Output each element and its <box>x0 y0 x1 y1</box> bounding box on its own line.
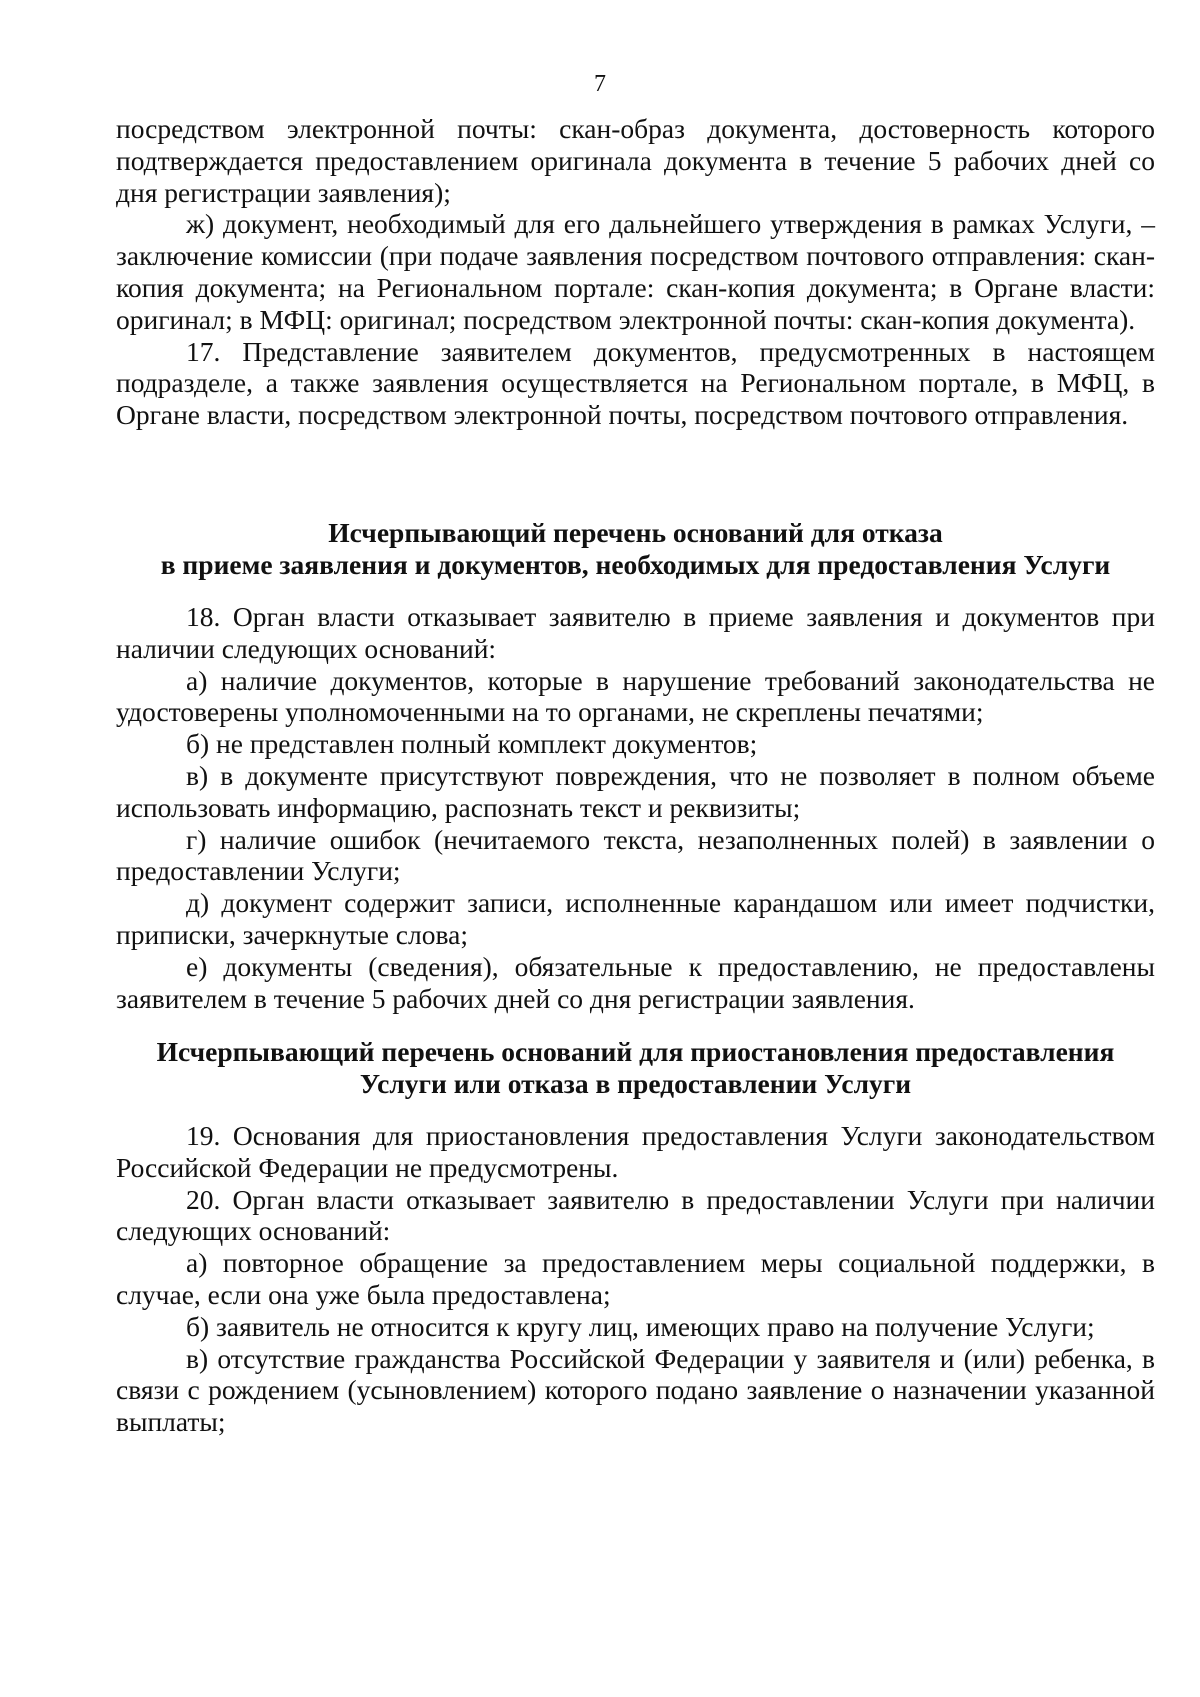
heading-line: Исчерпывающий перечень оснований для отказа <box>328 517 943 548</box>
paragraph-item-a: а) наличие документов, которые в нарушение требований законодательства не удостоверены уполномоченными на то органами, не скреплены печатями; <box>116 664 1155 728</box>
section-documents-submission <box>116 113 1155 431</box>
section-suspension-grounds <box>116 1120 1155 1438</box>
paragraph-item-zh: ж) документ, необходимый для его дальнейшего утверждения в рамках Услуги, – заключение комиссии (при подаче заявления посредством почтового отправления: скан-копия документа; на Региональном портале: скан-копия документа; в Органе власти: оригинал; в МФЦ: оригинал; посредством электронной почты: скан-копия документа). <box>116 208 1155 335</box>
paragraph-item-a: а) повторное обращение за предоставлением меры социальной поддержки, в случае, если она уже была предоставлена; <box>116 1247 1155 1310</box>
page-number: 7 <box>594 71 606 97</box>
heading-line: в приеме заявления и документов, необходимых для предоставления Услуги <box>160 548 1111 580</box>
paragraph-item-19: 19. Основания для приостановления предоставления Услуги законодательством Российской Федерации не предусмотрены. <box>116 1120 1155 1183</box>
paragraph-item-b: б) заявитель не относится к кругу лиц, имеющих право на получение Услуги; <box>186 1310 1095 1342</box>
paragraph-email-submission: посредством электронной почты: скан-образ документа, достоверность которого подтверждается предоставлением оригинала документа в течение 5 рабочих дней со дня регистрации заявления); <box>116 113 1155 208</box>
section-refusal-grounds <box>116 601 1155 1014</box>
paragraph-item-v: в) отсутствие гражданства Российской Федерации у заявителя и (или) ребенка, в связи с рождением (усыновлением) которого подано заявление о назначении указанной выплаты; <box>116 1342 1155 1438</box>
paragraph-item-v: в) в документе присутствуют повреждения, что не позволяет в полном объеме использовать информацию, распознать текст и реквизиты; <box>116 759 1155 823</box>
paragraph-item-b: б) не представлен полный комплект документов; <box>186 728 758 760</box>
heading-suspension-refusal <box>116 1036 1155 1100</box>
paragraph-item-20: 20. Орган власти отказывает заявителю в предоставлении Услуги при наличии следующих оснований: <box>116 1183 1155 1247</box>
paragraph-item-17: 17. Представление заявителем документов, предусмотренных в настоящем подразделе, а также заявления осуществляется на Региональном портале, в МФЦ, в Органе власти, посредством электронной почты, посредством почтового отправления. <box>116 335 1155 431</box>
heading-line: Услуги или отказа в предоставлении Услуги <box>359 1067 912 1099</box>
paragraph-item-g: г) наличие ошибок (нечитаемого текста, незаполненных полей) в заявлении о предоставлении Услуги; <box>116 823 1155 887</box>
heading-line: Исчерпывающий перечень оснований для приостановления предоставления <box>156 1036 1115 1067</box>
paragraph-item-d: д) документ содержит записи, исполненные карандашом или имеет подчистки, приписки, зачеркнутые слова; <box>116 887 1155 950</box>
paragraph-item-18: 18. Орган власти отказывает заявителю в приеме заявления и документов при наличии следующих оснований: <box>116 601 1155 664</box>
paragraph-item-e: е) документы (сведения), обязательные к предоставлению, не предоставлены заявителем в течение 5 рабочих дней со дня регистрации заявления. <box>116 950 1155 1014</box>
heading-refusal-acceptance <box>116 517 1155 581</box>
